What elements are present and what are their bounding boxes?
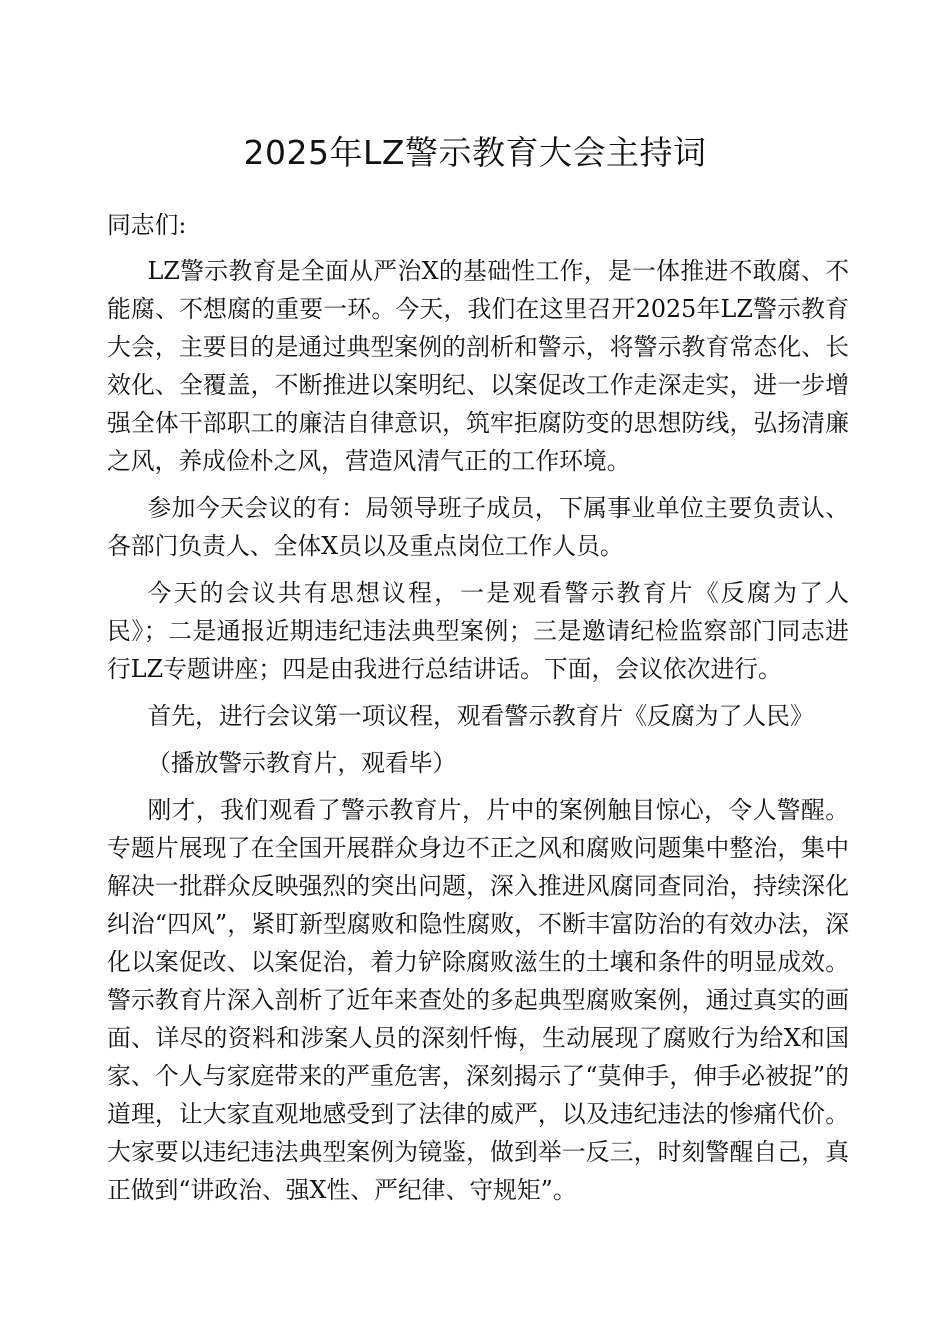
stage-note: （播放警示教育片，观看毕） (147, 749, 457, 777)
paragraph-intro: LZ警示教育是全面从严治X的基础性工作，是一体推进不敢腐、不能腐、不想腐的重要一环。今天，我们在这里召开2025年LZ警示教育大会，主要目的是通过典型案例的剖析和警示，将警示教育常态化、长效化、全覆盖，不断推进以案明纪、以案促改工作走深走实，进一步增强全体干部职工的廉洁自律意识，筑牢拒腐防变的思想防线，弘扬清廉之风，养成俭朴之风，营造风清气正的工作环境。 (107, 257, 849, 475)
document-body (107, 206, 849, 1218)
paragraph-reflection: 刚才，我们观看了警示教育片，片中的案例触目惊心，令人警醒。专题片展现了在全国开展群众身边不正之风和腐败问题集中整治，集中解决一批群众反映强烈的突出问题，深入推进风腐同查同治，持续深化纠治“四风”，紧盯新型腐败和隐性腐败，不断丰富防治的有效办法，深化以案促改、以案促治，着力铲除腐败滋生的土壤和条件的明显成效。警示教育片深入剖析了近年来查处的多起典型腐败案例，通过真实的画面、详尽的资料和涉案人员的深刻忏悔，生动展现了腐败行为给X和国家、个人与家庭带来的严重危害，深刻揭示了“莫伸手，伸手必被捉”的道理，让大家直观地感受到了法律的威严，以及违纪违法的惨痛代价。大家要以违纪违法典型案例为镜鉴，做到举一反三，时刻警醒自己，真正做到“讲政治、强X性、严纪律、守规矩”。 (107, 796, 849, 1204)
document-title: 2025年LZ警示教育大会主持词 (243, 133, 707, 172)
paragraph-first-item: 首先，进行会议第一项议程，观看警示教育片《反腐为了人民》 (147, 702, 814, 730)
paragraph-agenda: 今天的会议共有思想议程，一是观看警示教育片《反腐为了人民》；二是通报近期违纪违法典型案例；三是邀请纪检监察部门同志进行LZ专题讲座；四是由我进行总结讲话。下面，会议依次进行。 (107, 579, 849, 683)
greeting: 同志们: (107, 211, 187, 239)
paragraph-attendees: 参加今天会议的有：局领导班子成员，下属事业单位主要负责认、各部门负责人、全体X员以及重点岗位工作人员。 (107, 494, 849, 560)
